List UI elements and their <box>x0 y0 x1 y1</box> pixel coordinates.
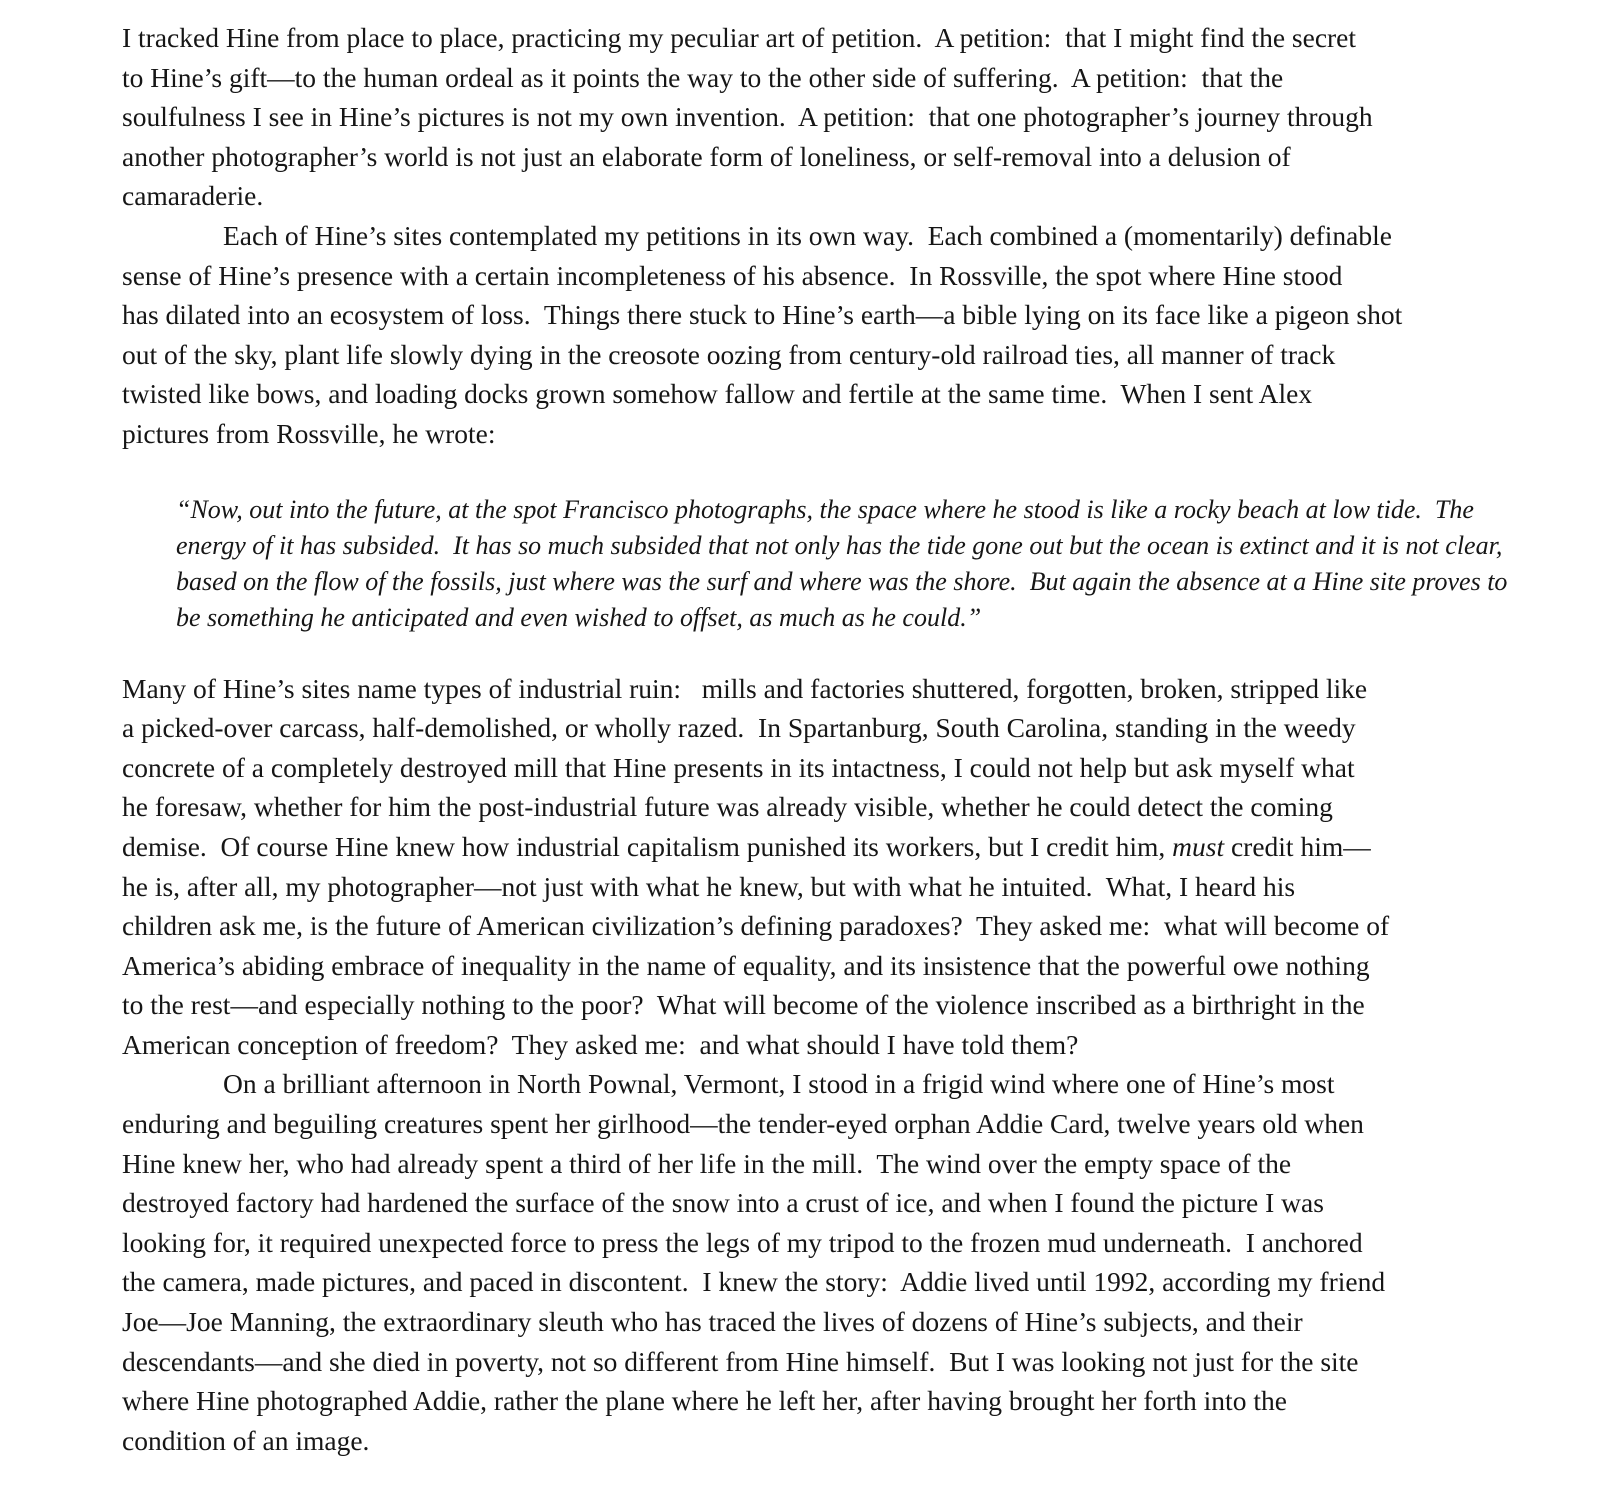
text-line: has dilated into an ecosystem of loss. Things there stuck to Hine’s earth—a bible lying on its face like a pigeon shot <box>122 299 1403 331</box>
text-line: soulfulness I see in Hine’s pictures is not my own invention. A petition: that one photographer’s journey through <box>122 101 1373 133</box>
text-line: pictures from Rossville, he wrote: <box>122 417 496 449</box>
document-page <box>122 18 1508 1460</box>
text-segment: demise. Of course Hine knew how industrial capitalism punished its workers, but I credit him, <box>122 830 1173 862</box>
text-line: On a brilliant afternoon in North Pownal, Vermont, I stood in a frigid wind where one of Hine’s most <box>223 1068 1335 1100</box>
text-line: to Hine’s gift—to the human ordeal as it points the way to the other side of suffering. A petition: that the <box>122 61 1284 93</box>
text-line: he foresaw, whether for him the post-industrial future was already visible, whether he could detect the coming <box>122 791 1333 823</box>
text-line: out of the sky, plant life slowly dying in the creosote oozing from century-old railroad ties, all manner of track <box>122 338 1336 370</box>
text-line: Many of Hine’s sites name types of industrial ruin: mills and factories shuttered, forgotten, broken, stripped like <box>122 672 1368 704</box>
text-line: I tracked Hine from place to place, practicing my peculiar art of petition. A petition: that I might find the secret <box>122 22 1357 53</box>
quote-line: “Now, out into the future, at the spot Francisco photographs, the space where he stood is like a rocky beach at low tide. The <box>176 494 1474 524</box>
text-line: Each of Hine’s sites contemplated my petitions in its own way. Each combined a (momentarily) definable <box>223 219 1392 251</box>
text-line: a picked-over carcass, half-demolished, or wholly razed. In Spartanburg, South Carolina, standing in the weedy <box>122 712 1356 744</box>
text-line: Hine knew her, who had already spent a third of her life in the mill. The wind over the empty space of the <box>122 1147 1292 1179</box>
text-line: he is, after all, my photographer—not just with what he knew, but with what he intuited. What, I heard his <box>122 870 1296 902</box>
text-line: the camera, made pictures, and paced in discontent. I knew the story: Addie lived until 1992, according my friend <box>122 1266 1386 1298</box>
text-line: Joe—Joe Manning, the extraordinary sleuth who has traced the lives of dozens of Hine’s subjects, and their <box>122 1306 1303 1338</box>
text-line-with-emphasis <box>122 827 1492 867</box>
text-line: where Hine photographed Addie, rather the plane where he left her, after having brought her forth into the <box>122 1385 1287 1417</box>
quote-line: based on the flow of the fossils, just where was the surf and where was the shore. But again the absence at a Hine site proves to <box>176 566 1508 596</box>
text-line: enduring and beguiling creatures spent her girlhood—the tender-eyed orphan Addie Card, twelve years old when <box>122 1108 1364 1140</box>
text-line: American conception of freedom? They asked me: and what should I have told them? <box>122 1028 1079 1060</box>
text-line: camaraderie. <box>122 180 264 212</box>
quote-line: be something he anticipated and even wished to offset, as much as he could.” <box>176 602 982 632</box>
text-line: condition of an image. <box>122 1424 370 1456</box>
text-line: to the rest—and especially nothing to the poor? What will become of the violence inscribed as a birthright in the <box>122 989 1365 1021</box>
text-line: twisted like bows, and loading docks grown somehow fallow and fertile at the same time. When I sent Alex <box>122 378 1313 410</box>
text-line: sense of Hine’s presence with a certain incompleteness of his absence. In Rossville, the spot where Hine stood <box>122 259 1343 291</box>
paragraph-north-pownal <box>122 1064 1492 1460</box>
block-quote <box>122 492 1508 636</box>
quote-line: energy of it has subsided. It has so much subsided that not only has the tide gone out but the ocean is extinct and it is not clear, <box>176 530 1503 560</box>
paragraph-rossville <box>122 216 1492 454</box>
paragraph-petitions <box>122 18 1492 216</box>
paragraph-industrial-ruin <box>122 669 1492 1065</box>
emphasized-word: must <box>1172 830 1225 862</box>
text-line: another photographer’s world is not just an elaborate form of loneliness, or self-removal into a delusion of <box>122 140 1291 172</box>
text-segment: credit him— <box>1224 830 1371 862</box>
text-line: descendants—and she died in poverty, not so different from Hine himself. But I was looking not just for the site <box>122 1345 1359 1377</box>
text-line: destroyed factory had hardened the surface of the snow into a crust of ice, and when I found the picture I was <box>122 1187 1324 1219</box>
text-line: America’s abiding embrace of inequality in the name of equality, and its insistence that the powerful owe nothing <box>122 949 1370 981</box>
text-line: looking for, it required unexpected force to press the legs of my tripod to the frozen mud underneath. I anchored <box>122 1226 1363 1258</box>
text-line: concrete of a completely destroyed mill that Hine presents in its intactness, I could not help but ask myself what <box>122 751 1355 783</box>
text-line: children ask me, is the future of American civilization’s defining paradoxes? They asked me: what will become of <box>122 910 1390 942</box>
